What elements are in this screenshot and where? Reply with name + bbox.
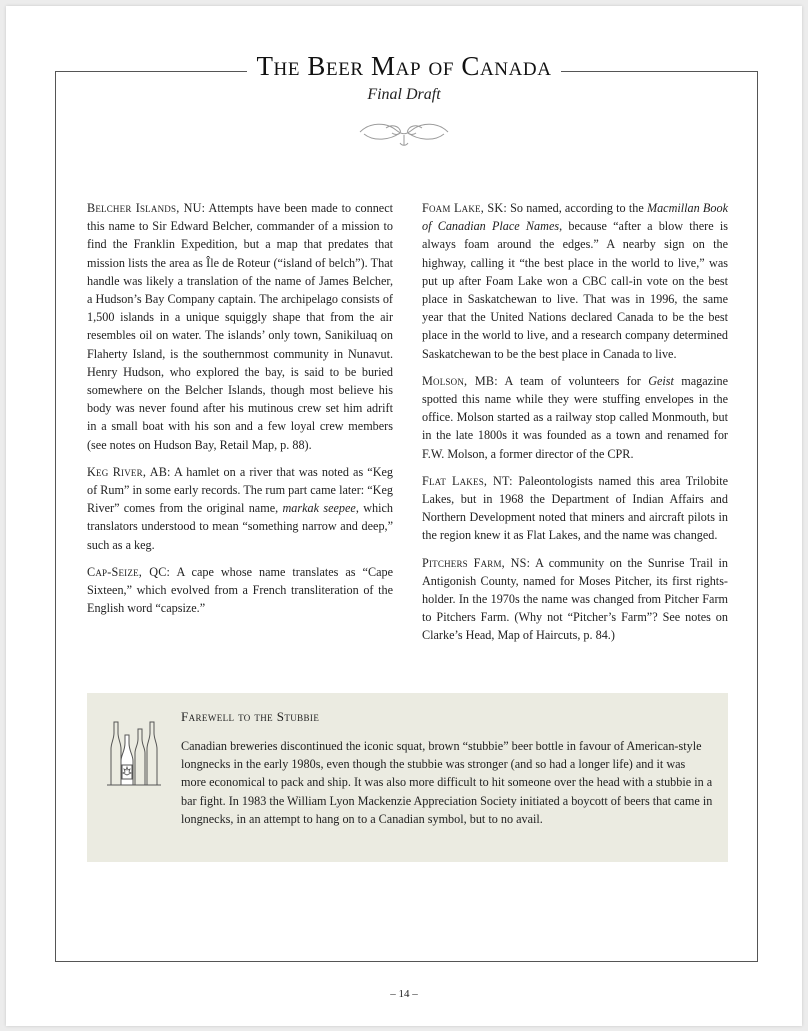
entry-cap-seize — [87, 563, 393, 618]
sidebar-title: Farewell to the Stubbie — [181, 709, 320, 724]
entry-foam-lake — [422, 199, 728, 363]
entry-text: A hamlet on a river that was noted as “Keg of Rum” in some early records. The rum part came later: “Keg River” comes from the original name, — [87, 464, 393, 516]
page-subtitle: Final Draft — [367, 86, 441, 103]
entry-text: Attempts have been made to connect this name to Sir Edward Belcher, commander of a mission to find the Franklin Expedition, but a map that predates that mission lists the area as Île de Roteur (“island of belch”). That handle was likely a translation of the name of James Belcher, a Hudson’s Bay Company captain. The archipelago consists of 1,500 islands in a unique squiggly shape that from the air resembles oil on water. The islands’ only town, Sanikiluaq on Flaherty Island, is the southernmost community in Nunavut. Henry Hudson, who explored the bay, is said to be buried somewhere on the Belcher Islands, though most believe his body was never found after his mutinous crew set him adrift in a small boat with his son and a few loyal crew members (see notes on Hudson Bay, Retail Map, p. 88). — [87, 201, 394, 452]
flourish-ornament-icon — [356, 116, 452, 150]
entry-text: magazine spotted this name while they were stuffing envelopes in the office. Molson started as a railway stop called Monmouth, but in the late 1800s it was founded as a town and renamed for F.W. Molson, a former director of the CPR. — [422, 373, 728, 461]
entry-text: So named, according to the — [506, 201, 647, 215]
left-column — [87, 199, 393, 626]
entry-text: , which translators understood to mean “something narrow and deep,” such as a keg. — [87, 501, 393, 552]
entry-italic: Geist — [648, 373, 674, 388]
entry-name: Foam Lake, SK: — [422, 201, 507, 215]
entry-pitchers-farm — [422, 554, 728, 645]
entry-name: Molson, MB: — [422, 373, 498, 388]
entry-name: Pitchers Farm, NS: — [422, 555, 531, 570]
entry-italic: markak seepee — [282, 501, 356, 516]
beer-bottles-icon — [105, 719, 163, 787]
entry-molson — [422, 372, 728, 463]
entry-belcher-islands — [87, 199, 393, 454]
entry-text: A cape whose name translates as “Cape Sixteen,” which evolved from a French transliteration of the English word “capsize.” — [87, 564, 393, 616]
entry-keg-river — [87, 463, 393, 554]
entry-text: A community on the Sunrise Trail in Antigonish County, named for Moses Pitcher, its first rights-holder. In the 1970s the name was changed from Pitcher Farm to Pitchers Farm. (Why not “Pitcher’s Farm”? See notes on Clarke’s Head, Map of Haircuts, p. 84.) — [422, 555, 728, 643]
sidebar-box — [87, 693, 728, 862]
entry-text: A team of volunteers for — [497, 373, 649, 388]
entry-flat-lakes — [422, 472, 728, 545]
right-column — [422, 199, 728, 654]
entry-text: , because “after a blow there is always foam around the edges.” A nearby sign on the highway, calling it “the best place in the world to live,” was put up after Foam Lake won a CBC call-in vote on the best place in Saskatchewan to live. That was in 1996, the same year that the United Nations declared Canada to be the best place in the world to live, and a research company determined Saskatchewan to be the best place in Canada to live. — [422, 219, 728, 361]
entry-name: Cap-Seize, QC: — [87, 564, 171, 579]
entry-text: Paleontologists named this area Trilobite Lakes, but in 1968 the Department of Indian Affairs and Northern Development noted that miners and aircraft pilots in the region knew it as Flat Lakes, and the name was changed. — [422, 473, 729, 543]
entry-italic: Macmillan Book of Canadian Place Names — [422, 201, 728, 234]
page-number: – 14 – — [390, 988, 418, 1000]
title-block — [0, 46, 808, 86]
entry-name: Flat Lakes, NT: — [422, 473, 513, 488]
entry-name: Belcher Islands, NU: — [87, 201, 206, 215]
entry-name: Keg River, AB: — [87, 464, 171, 479]
sidebar-text: Canadian breweries discontinued the iconic squat, brown “stubbie” beer bottle in favour of American-style longnecks in the early 1980s, even though the stubbie was stronger (and so had a longer life) and it was more economical to pack and ship. It was also more difficult to hit someone over the head with a stubbie in a bar fight. In 1983 the William Lyon Mackenzie Appreciation Society initiated a boycott of beers that came in longnecks, in an attempt to hang on to a Canadian symbol, but to no avail. — [181, 739, 713, 826]
page-title: The Beer Map of Canada — [247, 46, 560, 86]
